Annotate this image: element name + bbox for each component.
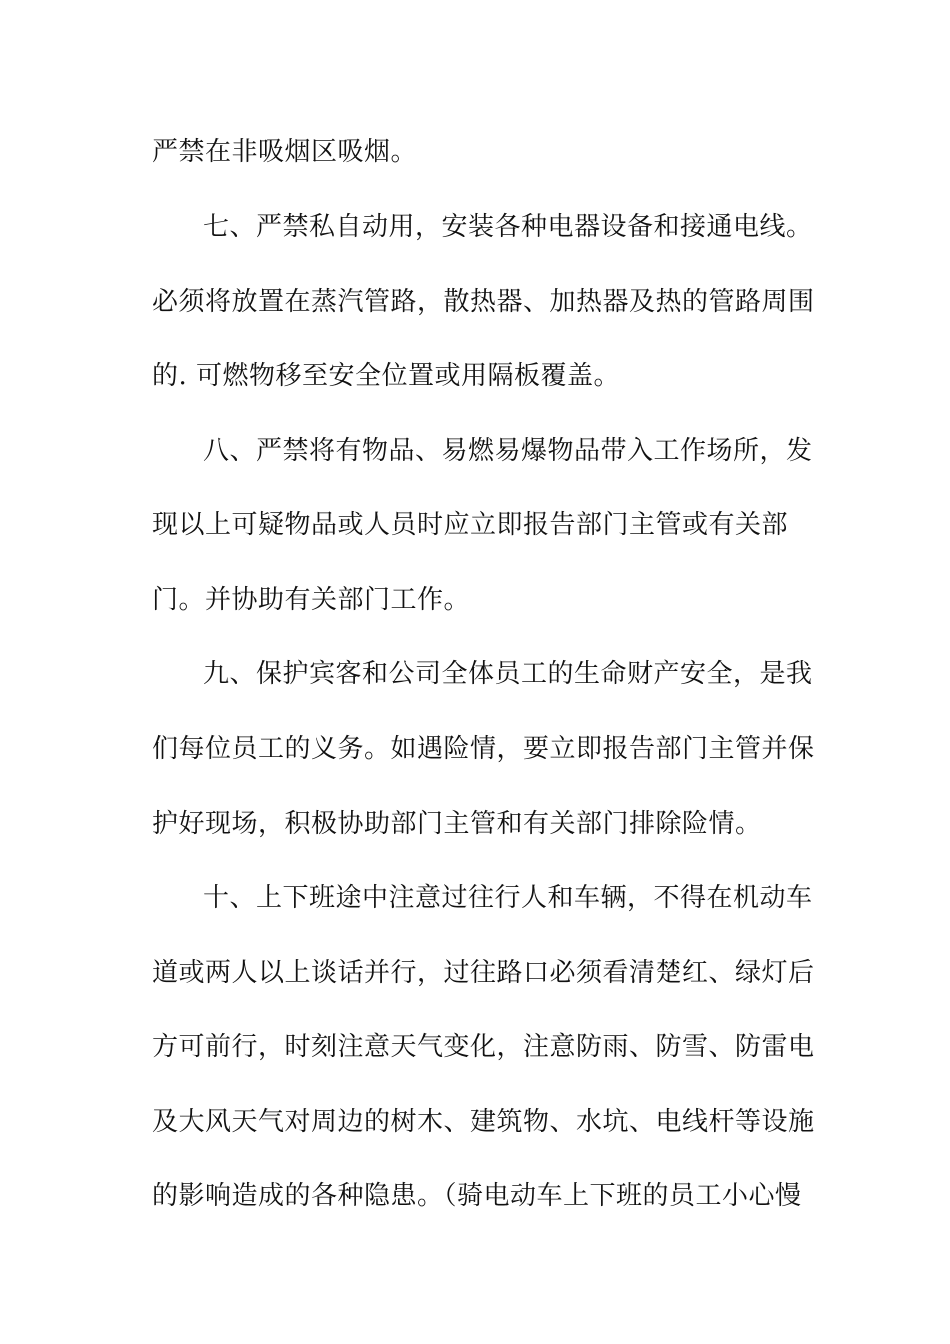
text-line-9: 们每位员工的义务。如遇险情，要立即报告部门主管并保 <box>152 734 815 764</box>
text-line-2: 七、严禁私自动用，安装各种电器设备和接通电线。 <box>203 212 813 242</box>
text-line-13: 方可前行，时刻注意天气变化，注意防雨、防雪、防雷电 <box>152 1032 815 1062</box>
text-line-15: 的影响造成的各种隐患。（骑电动车上下班的员工小心慢 <box>152 1181 802 1211</box>
text-line-11: 十、上下班途中注意过往行人和车辆，不得在机动车 <box>203 883 813 913</box>
text-line-5: 八、严禁将有物品、易燃易爆物品带入工作场所，发 <box>203 436 813 466</box>
text-line-4: 的. 可燃物移至安全位置或用隔板覆盖。 <box>152 361 621 391</box>
text-line-6: 现以上可疑物品或人员时应立即报告部门主管或有关部 <box>152 510 789 540</box>
text-line-8: 九、保护宾客和公司全体员工的生命财产安全，是我 <box>203 659 813 689</box>
text-line-10: 护好现场，积极协助部门主管和有关部门排除险情。 <box>152 809 762 839</box>
text-line-7: 门。并协助有关部门工作。 <box>152 585 471 615</box>
text-line-14: 及大风天气对周边的树木、建筑物、水坑、电线杆等设施 <box>152 1107 815 1137</box>
text-line-12: 道或两人以上谈话并行，过往路口必须看清楚红、绿灯后 <box>152 958 815 988</box>
text-line-3: 必须将放置在蒸汽管路，散热器、加热器及热的管路周围 <box>152 287 815 317</box>
text-line-1: 严禁在非吸烟区吸烟。 <box>152 137 418 167</box>
